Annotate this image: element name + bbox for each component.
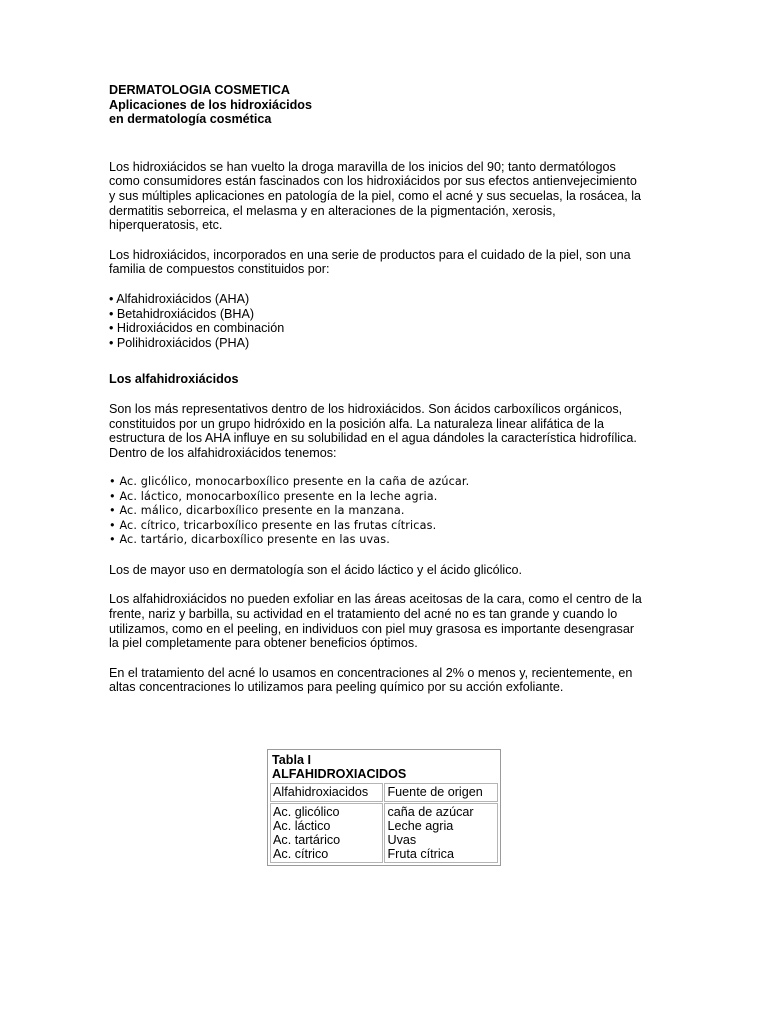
cell-line: Fruta cítrica [387, 847, 454, 862]
document-title: DERMATOLOGIA COSMETICA [109, 83, 290, 97]
text-line: hiperqueratosis, etc. [109, 218, 223, 233]
text-line: En el tratamiento del acné lo usamos en concentraciones al 2% o menos y, recientemente, en [109, 665, 633, 680]
cell-line: Uvas [387, 833, 417, 848]
text-line: constituidos por un grupo hidróxido en la posición alfa. La naturaleza linear alifática de la [109, 416, 604, 431]
section-paragraph-2 [109, 563, 669, 578]
list-item: • Ac. tartário, dicarboxílico presente en las uvas. [109, 533, 390, 547]
text-line: dermatitis seborreica, el melasma y en alteraciones de la pigmentación, xerosis, [109, 203, 556, 218]
text-line: Los hidroxiácidos se han vuelto la droga maravilla de los inicios del 90; tanto dermatólogos [109, 159, 616, 174]
text-line: altas concentraciones lo utilizamos para peeling químico por su acción exfoliante. [109, 680, 564, 695]
list-item: • Betahidroxiácidos (BHA) [109, 306, 255, 321]
alpha-hydroxy-acids-table [267, 749, 501, 866]
text-line: estructura de los AHA influye en su solubilidad en el agua dándoles la característica hidrofílica. [109, 431, 637, 446]
cell-line: Ac. tartárico [273, 833, 341, 848]
table-caption-line: ALFAHIDROXIACIDOS [272, 767, 407, 782]
document-subtitle-line-2: en dermatología cosmética [109, 112, 272, 127]
list-item: • Polihidroxiácidos (PHA) [109, 335, 250, 350]
section-paragraph-3 [109, 592, 669, 650]
text-line: y sus múltiples aplicaciones en patología de la piel, como el acné y sus secuelas, la rosácea, la [109, 188, 642, 203]
table-cell [384, 803, 498, 864]
cell-line: Leche agria [387, 818, 454, 833]
section-paragraph-1 [109, 402, 669, 460]
text-line: la piel completamente para obtener beneficios óptimos. [109, 636, 418, 651]
text-line: Los hidroxiácidos, incorporados en una serie de productos para el cuidado de la piel, son una [109, 247, 631, 262]
text-line: Son los más representativos dentro de los hidroxiácidos. Son ácidos carboxílicos orgánicos, [109, 401, 623, 416]
text-line: Los alfahidroxiácidos no pueden exfoliar en las áreas aceitosas de la cara, como el centro de la [109, 592, 642, 607]
list-item: • Ac. málico, dicarboxílico presente en la manzana. [109, 504, 405, 518]
intro-paragraph-2 [109, 248, 669, 277]
list-item: • Hidroxiácidos en combinación [109, 321, 285, 336]
cell-line: caña de azúcar [387, 804, 474, 819]
document-subtitle-line-1: Aplicaciones de los hidroxiácidos [109, 97, 312, 112]
table-cell [270, 803, 383, 864]
cell-line: Ac. cítrico [273, 847, 329, 862]
hydroxy-acid-types-list [109, 292, 669, 350]
table-caption [270, 752, 498, 782]
table-header-cell: Alfahidroxiacidos [270, 783, 383, 801]
table-caption-row [270, 752, 498, 782]
text-line: familia de compuestos constituidos por: [109, 262, 330, 277]
table-header-cell: Fuente de origen [384, 783, 498, 801]
table-row [270, 803, 498, 864]
cell-line: Ac. glicólico [273, 804, 340, 819]
table [269, 751, 499, 864]
cell-line: Ac. láctico [273, 818, 331, 833]
intro-paragraph-1 [109, 160, 669, 233]
list-item: • Ac. glicólico, monocarboxílico presente en la caña de azúcar. [109, 475, 470, 489]
list-item: • Ac. láctico, monocarboxílico presente en la leche agria. [109, 489, 438, 503]
text-line: Dentro de los alfahidroxiácidos tenemos: [109, 445, 337, 460]
text-line: utilizamos, como en el peeling, en individuos con piel muy grasosa es importante desengrasar [109, 621, 635, 636]
table-caption-line: Tabla I [272, 753, 311, 767]
section-paragraph-4 [109, 666, 669, 695]
table-header-row [270, 783, 498, 801]
text-line: frente, nariz y barbilla, su actividad en el tratamiento del acné no es tan grande y cuando lo [109, 606, 618, 621]
text-line: Los de mayor uso en dermatología son el ácido láctico y el ácido glicólico. [109, 562, 523, 577]
list-item: • Alfahidroxiácidos (AHA) [109, 291, 250, 306]
alpha-hydroxy-acids-list [109, 475, 669, 548]
text-line: como consumidores están fascinados con los hidroxiácidos por sus efectos antienvejecimiento [109, 174, 637, 189]
list-item: • Ac. cítrico, tricarboxílico presente en las frutas cítricas. [109, 518, 437, 532]
title-block [109, 83, 669, 127]
section-heading: Los alfahidroxiácidos [109, 372, 239, 387]
document-page [109, 83, 669, 710]
